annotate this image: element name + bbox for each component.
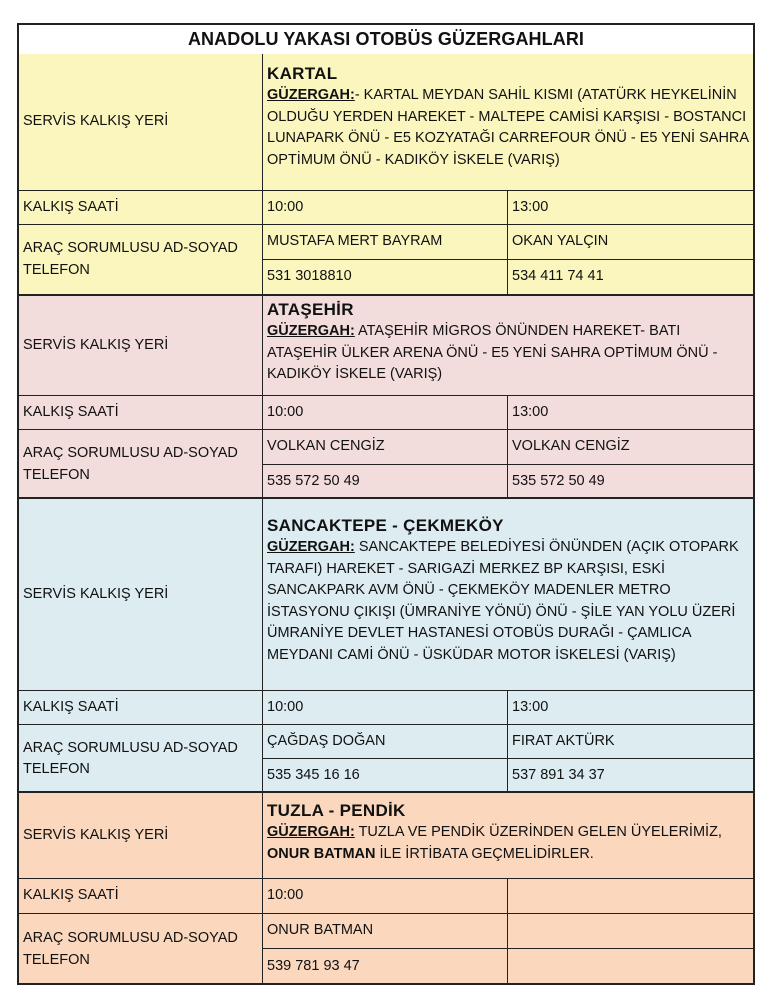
responsible-label-line1: ARAÇ SORUMLUSU AD-SOYAD xyxy=(23,445,238,461)
route-prefix: GÜZERGAH: xyxy=(267,87,355,103)
responsible-label xyxy=(19,914,263,985)
time-1: 10:00 xyxy=(263,691,508,725)
time-1: 10:00 xyxy=(263,879,508,914)
section-atasehir xyxy=(19,294,753,497)
route-prefix: GÜZERGAH: xyxy=(267,539,355,555)
route-cell xyxy=(263,499,753,691)
departure-time-label: KALKIŞ SAATİ xyxy=(19,191,263,225)
responsible-label-line1: ARAÇ SORUMLUSU AD-SOYAD xyxy=(23,739,238,756)
route-text xyxy=(267,321,749,386)
person-1: VOLKAN CENGİZ xyxy=(263,430,508,465)
routes-table xyxy=(17,23,755,985)
phone-1: 535 345 16 16 xyxy=(263,759,508,793)
responsible-label-line1: ARAÇ SORUMLUSU AD-SOYAD xyxy=(23,930,238,946)
phone-2: 535 572 50 49 xyxy=(512,473,605,490)
responsible-label xyxy=(19,430,263,499)
section-name: ATAŞEHİR xyxy=(267,300,354,319)
route-description: SANCAKTEPE BELEDİYESİ ÖNÜNDEN (AÇIK OTOPARK TARAFI) HAREKET - SARIGAZİ MERKEZ BP KARŞISI, ESKİ SANCAKPARK AVM ÖNÜ - ÇEKMEKÖY MADENLER METRO İSTASYONU ÇIKIŞI (ÜMRANİYE YÖNÜ) ÖNÜ - ŞİLE YAN YOLU ÜZERİ ÜMRANİYE DEVLET HASTANESİ OTOBÜS DURAĞI - ÇAMLICA MEYDANI CAMİ ÖNÜ - ÜSKÜDAR MOTOR İSKELESİ (VARIŞ) xyxy=(267,539,739,663)
route-prefix: GÜZERGAH: xyxy=(267,323,355,339)
responsible-label xyxy=(19,725,263,793)
route-text xyxy=(267,85,749,171)
responsible-label xyxy=(19,225,263,294)
section-kartal xyxy=(19,54,753,294)
section-name: SANCAKTEPE - ÇEKMEKÖY xyxy=(267,516,504,535)
route-cell xyxy=(263,296,753,396)
departure-point-label: SERVİS KALKIŞ YERİ xyxy=(19,499,263,691)
contact-name-highlight: ONUR BATMAN xyxy=(267,845,376,862)
route-cell xyxy=(263,793,753,879)
page-title: ANADOLU YAKASI OTOBÜS GÜZERGAHLARI xyxy=(19,25,753,56)
departure-point-label: SERVİS KALKIŞ YERİ xyxy=(19,54,263,191)
person-2 xyxy=(508,914,753,949)
route-description-a: TUZLA VE PENDİK ÜZERİNDEN GELEN ÜYELERİMİZ, xyxy=(354,824,722,840)
responsible-label-line1: ARAÇ SORUMLUSU AD-SOYAD xyxy=(23,240,238,256)
time-1: 10:00 xyxy=(263,396,508,430)
section-name: TUZLA - PENDİK xyxy=(267,801,406,820)
section-name: KARTAL xyxy=(267,64,338,83)
responsible-label-line2: TELEFON xyxy=(23,466,90,483)
phone-2 xyxy=(508,949,753,985)
route-text xyxy=(267,822,749,865)
time-2 xyxy=(508,879,753,914)
route-description: ATAŞEHİR MİGROS ÖNÜNDEN HAREKET- BATI ATAŞEHİR ÜLKER ARENA ÖNÜ - E5 YENİ SAHRA OPTİMUM ÖNÜ - KADIKÖY İSKELE (VARIŞ) xyxy=(267,323,718,382)
person-2: OKAN YALÇIN xyxy=(508,225,753,260)
section-sancaktepe-cekmekoy xyxy=(19,497,753,791)
person-1: ÇAĞDAŞ DOĞAN xyxy=(263,725,508,759)
person-1: MUSTAFA MERT BAYRAM xyxy=(263,225,508,260)
phone-1: 535 572 50 49 xyxy=(263,465,508,499)
departure-time-label: KALKIŞ SAATİ xyxy=(19,691,263,725)
phone-2: 537 891 34 37 xyxy=(512,767,605,784)
departure-time-label: KALKIŞ SAATİ xyxy=(19,879,263,914)
time-2: 13:00 xyxy=(508,396,753,430)
responsible-label-line2: TELEFON xyxy=(23,261,90,278)
departure-time-label: KALKIŞ SAATİ xyxy=(19,396,263,430)
route-description: - KARTAL MEYDAN SAHİL KISMI (ATATÜRK HEYKELİNİN OLDUĞU YERDEN HAREKET - MALTEPE CAMİSİ KARŞISI - BOSTANCI LUNAPARK ÖNÜ - E5 KOZYATAĞI CARREFOUR ÖNÜ - E5 YENİ SAHRA OPTİMUM ÖNÜ - KADIKÖY İSKELE (VARIŞ) xyxy=(267,87,749,168)
responsible-label-line2: TELEFON xyxy=(23,951,90,968)
route-cell xyxy=(263,54,753,191)
route-prefix: GÜZERGAH: xyxy=(267,824,355,840)
time-2: 13:00 xyxy=(508,691,753,725)
phone-1: 531 3018810 xyxy=(263,260,508,294)
route-text xyxy=(267,537,749,666)
phone-2: 534 411 74 41 xyxy=(512,268,604,285)
section-tuzla-pendik xyxy=(19,791,753,983)
person-2: VOLKAN CENGİZ xyxy=(508,430,753,465)
time-1: 10:00 xyxy=(263,191,508,225)
phone-1: 539 781 93 47 xyxy=(263,949,508,985)
departure-point-label: SERVİS KALKIŞ YERİ xyxy=(19,296,263,396)
time-2: 13:00 xyxy=(508,191,753,225)
responsible-label-line2: TELEFON xyxy=(23,761,90,777)
person-1: ONUR BATMAN xyxy=(263,914,508,949)
departure-point-label: SERVİS KALKIŞ YERİ xyxy=(19,793,263,879)
route-description-b: İLE İRTİBATA GEÇMELİDİRLER. xyxy=(375,845,594,862)
person-2: FIRAT AKTÜRK xyxy=(508,725,753,759)
